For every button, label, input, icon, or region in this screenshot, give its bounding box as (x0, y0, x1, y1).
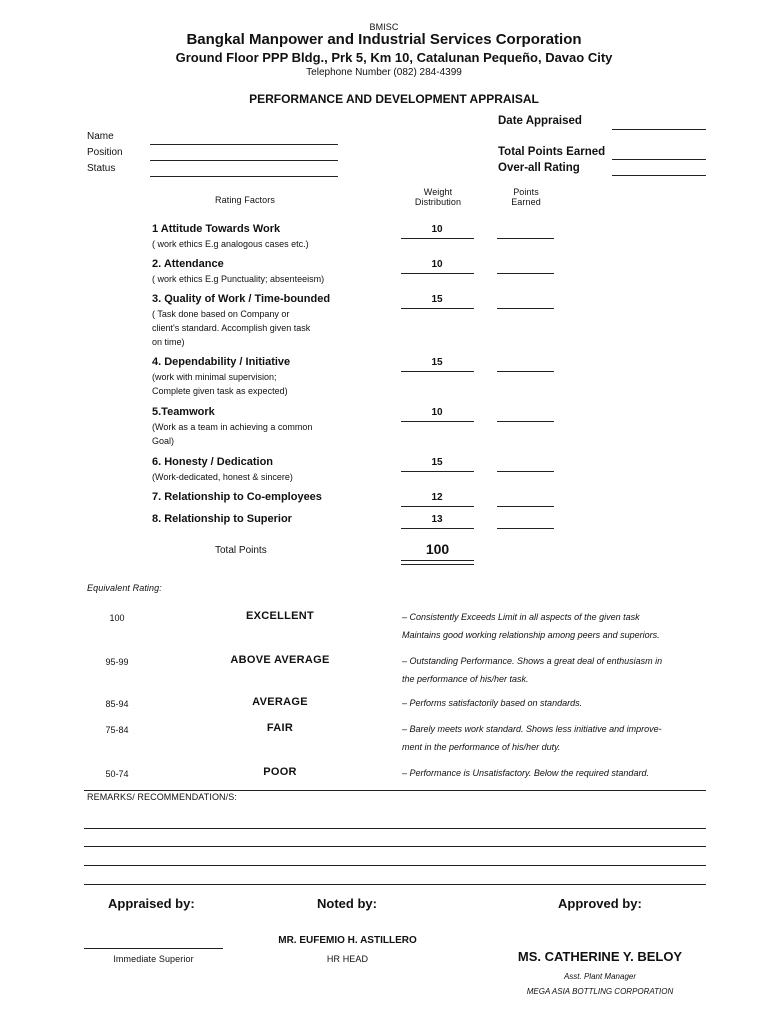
factor-description-line: client's standard. Accomplish given task (152, 323, 311, 333)
approved-by-label: Approved by: (558, 896, 642, 911)
factor-description (152, 370, 288, 398)
factor-title: 3. Quality of Work / Time-bounded (152, 293, 331, 305)
factor-weight: 15 (431, 457, 443, 468)
position-field[interactable] (150, 160, 338, 161)
rating-description-line: – Outstanding Performance. Shows a great deal of enthusiasm in (402, 656, 663, 666)
rating-label: EXCELLENT (245, 610, 315, 622)
factor-description-line: ( work ethics E.g Punctuality; absenteeism) (152, 274, 325, 284)
weight-underline (401, 528, 474, 529)
rating-range: 85-94 (105, 699, 129, 709)
weight-underline (401, 471, 474, 472)
points-earned-field[interactable] (497, 471, 554, 472)
remarks-top-line (84, 790, 706, 791)
approved-name: MS. CATHERINE Y. BELOY (517, 949, 683, 964)
col-rating-factors: Rating Factors (215, 195, 275, 205)
factor-description-line: Complete given task as expected) (152, 386, 288, 396)
form-title: PERFORMANCE AND DEVELOPMENT APPRAISAL (249, 92, 539, 106)
noted-title: HR HEAD (326, 954, 369, 964)
factor-weight: 13 (431, 514, 443, 525)
remarks-line-2[interactable] (84, 846, 706, 847)
factor-description (152, 272, 324, 286)
factor-title: 1 Attitude Towards Work (152, 223, 281, 235)
weight-underline (401, 308, 474, 309)
rating-range: 95-99 (105, 657, 129, 667)
equivalent-rating-heading: Equivalent Rating: (87, 583, 162, 593)
rating-description (402, 694, 582, 712)
remarks-label: REMARKS/ RECOMMENDATION/S: (87, 792, 237, 802)
remarks-line-4[interactable] (84, 884, 706, 885)
factor-description-line: (work with minimal supervision; (152, 372, 277, 382)
company-code: BMISC (369, 22, 399, 32)
weight-underline (401, 506, 474, 507)
total-points-label: Total Points (215, 545, 267, 556)
points-earned-field[interactable] (497, 238, 554, 239)
noted-name: MR. EUFEMIO H. ASTILLERO (278, 935, 417, 946)
factor-title: 2. Attendance (152, 258, 224, 270)
rating-label: AVERAGE (252, 696, 308, 708)
factor-description-line: (Work-dedicated, honest & sincere) (152, 472, 293, 482)
col-points: Points Earned (511, 187, 541, 207)
appraiser-signature-line[interactable] (84, 948, 223, 949)
rating-description (402, 764, 649, 782)
position-label: Position (87, 147, 123, 158)
immediate-superior-label: Immediate Superior (113, 954, 194, 964)
company-address: Ground Floor PPP Bldg., Prk 5, Km 10, Catalunan Pequeño, Davao City (175, 50, 613, 65)
factor-description-line: (Work as a team in achieving a common (152, 422, 313, 432)
rating-label: POOR (263, 766, 297, 778)
factor-weight: 10 (431, 259, 443, 270)
rating-description-line: – Performance is Unsatisfactory. Below the required standard. (402, 768, 649, 778)
appraised-by-label: Appraised by: (108, 896, 195, 911)
factor-title: 6. Honesty / Dedication (152, 456, 274, 468)
factor-title: 5.Teamwork (152, 406, 215, 418)
approved-title: Asst. Plant Manager (563, 972, 637, 981)
factor-description-line: ( Task done based on Company or (152, 309, 290, 319)
date-appraised-field[interactable] (612, 129, 706, 130)
total-points-earned-label: Total Points Earned (498, 146, 606, 158)
rating-description (402, 720, 662, 756)
rating-description-line: the performance of his/her task. (402, 674, 529, 684)
points-earned-field[interactable] (497, 308, 554, 309)
rating-label: ABOVE AVERAGE (230, 654, 330, 666)
date-appraised-label: Date Appraised (498, 115, 582, 127)
weight-underline (401, 371, 474, 372)
factor-description-line: on time) (152, 337, 185, 347)
total-points-earned-field[interactable] (612, 159, 706, 160)
factor-description-line: Goal) (152, 436, 175, 446)
weight-underline (401, 421, 474, 422)
factor-weight: 10 (431, 224, 443, 235)
weight-underline (401, 273, 474, 274)
factor-description-line: ( work ethics E.g analogous cases etc.) (152, 239, 309, 249)
status-field[interactable] (150, 176, 338, 177)
rating-description-line: ment in the performance of his/her duty. (402, 742, 561, 752)
status-label: Status (87, 163, 116, 174)
factor-description (152, 420, 312, 448)
rating-label: FAIR (266, 722, 294, 734)
noted-by-label: Noted by: (317, 896, 377, 911)
total-double-underline (401, 560, 474, 565)
rating-description-line: – Consistently Exceeds Limit in all aspects of the given task (402, 612, 640, 622)
rating-description-line: – Performs satisfactorily based on standards. (402, 698, 583, 708)
rating-description-line: – Barely meets work standard. Shows less initiative and improve- (402, 724, 662, 734)
factor-description (152, 237, 309, 251)
company-phone: Telephone Number (082) 284-4399 (306, 67, 462, 78)
overall-rating-label: Over-all Rating (498, 162, 580, 174)
factor-weight: 12 (431, 492, 443, 503)
factor-title: 4. Dependability / Initiative (152, 356, 291, 368)
factor-title: 7. Relationship to Co-employees (152, 491, 322, 503)
name-label: Name (87, 131, 114, 142)
col-weight: Weight Distribution (414, 187, 462, 207)
factor-title: 8. Relationship to Superior (152, 513, 292, 525)
factor-weight: 15 (431, 294, 443, 305)
rating-range: 100 (109, 613, 125, 623)
rating-description-line: Maintains good working relationship among peers and superiors. (402, 630, 660, 640)
points-earned-field[interactable] (497, 273, 554, 274)
company-name: Bangkal Manpower and Industrial Services Corporation (186, 31, 582, 48)
points-earned-field[interactable] (497, 506, 554, 507)
remarks-line-1[interactable] (84, 828, 706, 829)
factor-weight: 15 (431, 357, 443, 368)
rating-description (402, 608, 660, 644)
overall-rating-field[interactable] (612, 175, 706, 176)
name-field[interactable] (150, 144, 338, 145)
rating-range: 75-84 (105, 725, 129, 735)
weight-underline (401, 238, 474, 239)
points-earned-field[interactable] (497, 371, 554, 372)
rating-range: 50-74 (105, 769, 129, 779)
rating-description (402, 652, 662, 688)
factor-description (152, 470, 293, 484)
approved-company: MEGA ASIA BOTTLING CORPORATION (526, 987, 674, 996)
points-earned-field[interactable] (497, 421, 554, 422)
factor-description (152, 307, 310, 349)
factor-weight: 10 (431, 407, 443, 418)
remarks-line-3[interactable] (84, 865, 706, 866)
points-earned-field[interactable] (497, 528, 554, 529)
total-points-value: 100 (425, 541, 450, 557)
